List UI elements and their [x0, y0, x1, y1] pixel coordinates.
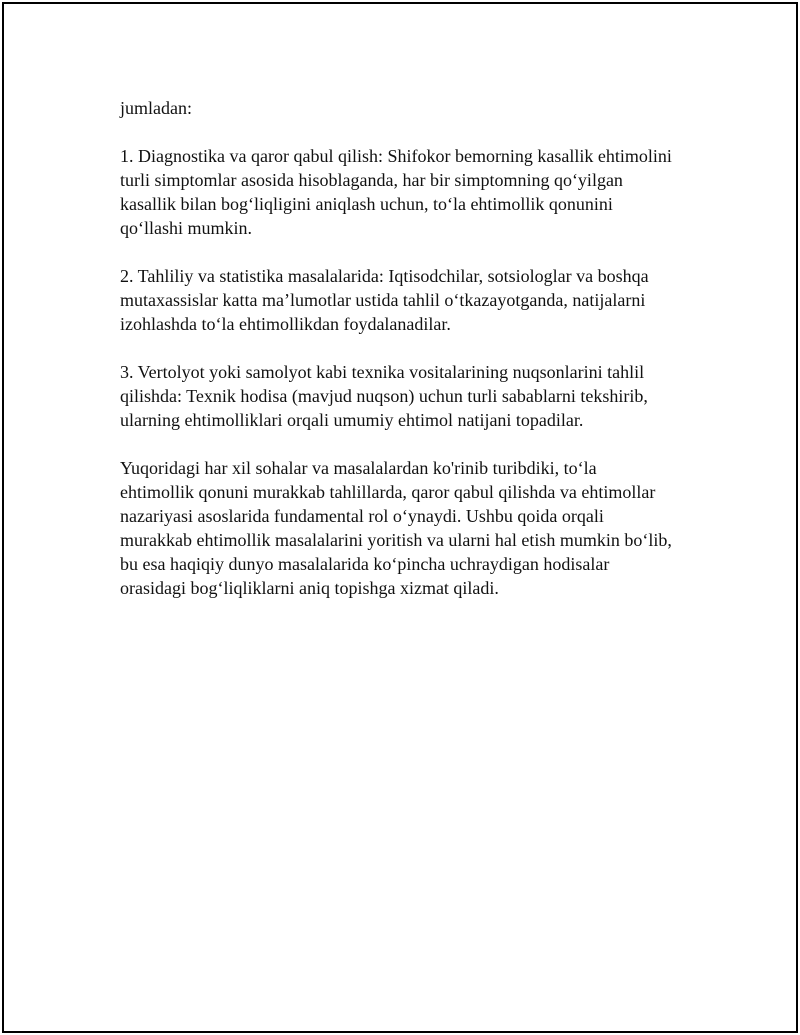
text-line: nazariyasi asoslarida fundamental rol o‘ynaydi. Ushbu qoida orqali — [120, 506, 604, 526]
text-line: bu esa haqiqiy dunyo masalalarida ko‘pincha uchraydigan hodisalar — [120, 554, 610, 574]
text-line: ularning ehtimolliklari orqali umumiy ehtimol natijani topadilar. — [120, 410, 584, 430]
text-line: murakkab ehtimollik masalalarini yoritish va ularni hal etish mumkin bo‘lib, — [120, 530, 672, 550]
paragraph-statistics — [120, 264, 710, 336]
text-line: qilishda: Texnik hodisa (mavjud nuqson) uchun turli sabablarni tekshirib, — [120, 386, 648, 406]
text-line: 2. Tahliliy va statistika masalalarida: Iqtisodchilar, sotsiologlar va boshqa — [120, 266, 649, 286]
paragraph-gap — [120, 240, 710, 264]
text-line: Yuqoridagi har xil sohalar va masalalardan ko'rinib turibdiki, to‘la — [120, 458, 597, 478]
text-line: qo‘llashi mumkin. — [120, 218, 252, 238]
paragraph-technical — [120, 360, 710, 432]
text-line: turli simptomlar asosida hisoblaganda, har bir simptomning qo‘yilgan — [120, 170, 623, 190]
paragraph-diagnostics — [120, 144, 710, 240]
intro-line — [120, 96, 710, 120]
paragraph-gap — [120, 120, 710, 144]
paragraph-gap — [120, 432, 710, 456]
text-line: izohlashda to‘la ehtimollikdan foydalanadilar. — [120, 314, 451, 334]
text-line: kasallik bilan bog‘liqligini aniqlash uchun, to‘la ehtimollik qonunini — [120, 194, 613, 214]
paragraph-gap — [120, 336, 710, 360]
text-line: 1. Diagnostika va qaror qabul qilish: Shifokor bemorning kasallik ehtimolini — [120, 146, 672, 166]
text-line: jumladan: — [120, 98, 192, 118]
text-line: mutaxassislar katta ma’lumotlar ustida tahlil o‘tkazayotganda, natijalarni — [120, 290, 646, 310]
text-line: 3. Vertolyot yoki samolyot kabi texnika vositalarining nuqsonlarini tahlil — [120, 362, 645, 382]
document-body — [120, 96, 710, 600]
document-page — [2, 2, 798, 1033]
text-line: orasidagi bog‘liqliklarni aniq topishga xizmat qiladi. — [120, 578, 499, 598]
paragraph-conclusion — [120, 456, 710, 600]
text-line: ehtimollik qonuni murakkab tahlillarda, qaror qabul qilishda va ehtimollar — [120, 482, 656, 502]
